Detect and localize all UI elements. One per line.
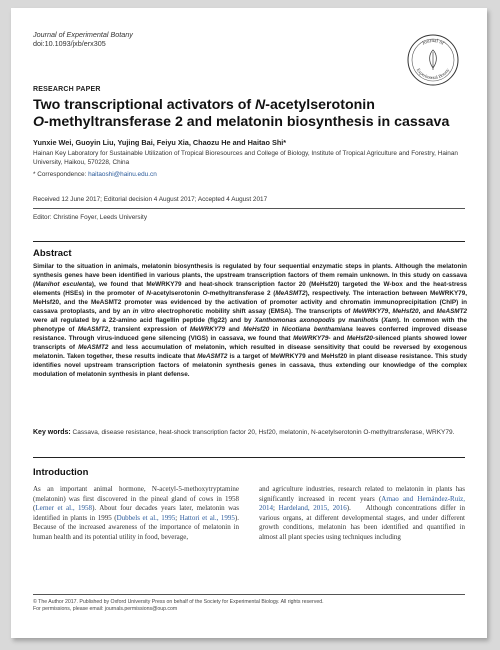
italic-term: MeASMT2	[275, 290, 306, 297]
citation-link[interactable]: Arnao and Hernández-Ruiz, 2014	[259, 494, 466, 512]
italic-term: MeWRKY79	[293, 335, 329, 342]
correspondence-email-link[interactable]: haitaoshi@hainu.edu.cn	[88, 171, 157, 178]
italic-term: Nicotiana benthamiana	[281, 326, 353, 333]
citation-link[interactable]: Hardeland, 2015, 2016	[278, 504, 347, 512]
paper-page	[11, 8, 487, 638]
text-run: ).	[346, 504, 351, 512]
text-run: and agriculture industries, research related to melatonin in plants has significantly increased in recent years (	[259, 485, 465, 503]
title-part: Two transcriptional activators of	[33, 97, 256, 113]
text-run: As an important animal hormone, N-acetyl-5-methoxytryptamine (melatonin) was first discovered in the pineal gland of cows in 1958 (	[33, 485, 239, 512]
italic-term: manihotis	[348, 317, 379, 324]
received-dates: Received 12 June 2017; Editorial decision 4 August 2017; Accepted 4 August 2017	[33, 196, 268, 203]
keywords	[33, 428, 467, 437]
text-run: electrophoretic mobility shift assay (EMSA). The transcripts of	[154, 308, 353, 315]
citation-link[interactable]: Hattori et al., 1995	[179, 513, 235, 522]
title-part: -methyltransferase 2 and melatonin biosynthesis in cassava	[44, 114, 450, 130]
text-run: ). In common with the phenotype of	[33, 317, 467, 333]
correspondence-label: * Correspondence:	[33, 171, 89, 178]
text-run: - and	[328, 335, 347, 342]
italic-term: MeHsf20	[346, 335, 373, 342]
title-part: -acetylserotonin	[265, 97, 375, 113]
journal-header	[33, 30, 133, 48]
italic-term: O	[202, 290, 208, 297]
article-title	[33, 97, 473, 131]
doi: doi:10.1093/jxb/erx305	[33, 39, 106, 48]
italic-term: MeHsf20	[392, 308, 419, 315]
text-run: ;	[273, 504, 279, 512]
text-run: , transient expression of	[108, 326, 190, 333]
introduction-heading: Introduction	[33, 467, 89, 478]
text-run: and	[225, 326, 244, 333]
italic-term: MeASMT2	[78, 344, 109, 351]
text-run: ), respectively. The interaction between MeWRKY79, MeHsf20, and the MeASMT2 promoter was evidenced by the activation of promoter activity and chromatin immunoprecipitation (ChIP) in cassava protoplasts, and by an	[33, 290, 467, 315]
text-run: ,	[388, 308, 393, 315]
title-part: O	[33, 114, 45, 130]
text-run: were all regulated by a 22-amino acid flagellin peptide (flg22) and by	[33, 317, 255, 324]
citation-link[interactable]: Dubbels et al., 1995	[116, 513, 176, 522]
text-run: , and	[418, 308, 437, 315]
text-run: -methyltransferase 2 (	[207, 290, 276, 297]
introduction-column-right	[259, 485, 465, 542]
correspondence	[33, 171, 157, 178]
text-run: -silenced plants showed lower transcripts of	[33, 335, 467, 351]
text-run: pv	[335, 317, 349, 324]
italic-term: in vitro	[132, 308, 155, 315]
italic-term: Xanthomonas axonopodis	[254, 317, 336, 324]
text-run: Similar to the situation in animals, melatonin biosynthesis is regulated by four sequential enzymatic steps in plants. Although the melatonin synthesis genes have been identified in various plants, the upstream transcription factors of them remain unknown. In this study on cassava (	[33, 263, 467, 288]
italic-term: MeHsf20	[243, 326, 270, 333]
text-run: leaves conferred improved disease resistance. Through virus-induced gene silencing (VIGS) in cassava, we found that	[33, 326, 467, 342]
divider	[33, 208, 465, 209]
journal-logo-icon	[407, 34, 459, 86]
divider	[33, 241, 465, 242]
italic-term: MeWRKY79	[352, 308, 389, 315]
keywords-text: Cassava, disease resistance, heat-shock transcription factor 20, Hsf20, melatonin, N-acetylserotonin O-methyltransferase, WRKY79.	[70, 429, 455, 436]
text-run: ;	[175, 513, 180, 522]
divider	[33, 594, 465, 595]
text-run: (	[378, 317, 384, 324]
divider	[33, 457, 465, 458]
text-run: and less accumulation of melatonin, which resulted in disease sensitivity that could be reversed by exogenous melatonin. Taken together, these results indicate that	[33, 344, 467, 360]
italic-term: N	[146, 290, 151, 297]
text-run: in	[269, 326, 282, 333]
italic-term: MeASMT2	[197, 353, 228, 360]
editor-line: Editor: Christine Foyer, Leeds University	[33, 214, 148, 221]
logo-text-top: Journal of	[421, 37, 445, 47]
copyright: © The Author 2017. Published by Oxford University Press on behalf of the Society for Experimental Biology. All rights reserved.	[33, 599, 324, 605]
footer	[33, 599, 467, 613]
abstract-body	[33, 262, 467, 379]
italic-term: Xam	[383, 317, 397, 324]
article-type: RESEARCH PAPER	[33, 86, 101, 93]
citation-link[interactable]: Lerner et al., 1958	[35, 504, 93, 512]
italic-term: MeWRKY79	[189, 326, 226, 333]
text-run: Although concentrations differ in various organs, at different developmental stages, and under different growth conditions, melatonin has been identified and quantified in almost all plant species using techniques including	[259, 504, 465, 541]
text-run: -acetylserotonin	[150, 290, 203, 297]
author-list: Yunxie Wei, Guoyin Liu, Yujing Bai, Feiyu Xia, Chaozu He and Haitao Shi*	[33, 138, 287, 147]
title-part: N	[255, 97, 266, 113]
abstract-heading: Abstract	[33, 248, 72, 259]
text-run: ). Because of the increased awareness of the importance of melatonin in human health and its potential utility in food, beverage,	[33, 513, 239, 541]
italic-term: MeASMT2	[436, 308, 467, 315]
introduction-column-left	[33, 485, 239, 542]
italic-term: Manihot esculenta	[35, 281, 92, 288]
journal-title: Journal of Experimental Botany	[33, 30, 133, 39]
logo-text-bottom: Experimental Botany	[415, 67, 451, 81]
text-run: is a target of MeWRKY79 and MeHsf20 in plant disease resistance. This study identifies novel upstream transcription factors of melatonin synthesis genes in cassava, thus extending our knowledge of the complex modulation of melatonin synthesis in plant defense.	[33, 353, 468, 378]
affiliation: Hainan Key Laboratory for Sustainable Utilization of Tropical Bioresources and College of Biology, Institute of Tropical Agriculture and Forestry, Hainan University, Haikou, 570228, China	[33, 150, 458, 166]
text-run: ). About four decades years later, melatonin was identified in plants in 1995 (	[33, 504, 240, 522]
italic-term: MeASMT2	[77, 326, 109, 333]
permissions: For permissions, please email: journals.permissions@oup.com	[33, 606, 178, 612]
text-run: ), we found that MeWRKY79 and heat-shock transcription factor 20 (MeHsf20) targeted the W-box and the heat-stress elements (HSEs) in the promoter of	[33, 281, 467, 297]
keywords-label: Key words:	[33, 429, 71, 436]
